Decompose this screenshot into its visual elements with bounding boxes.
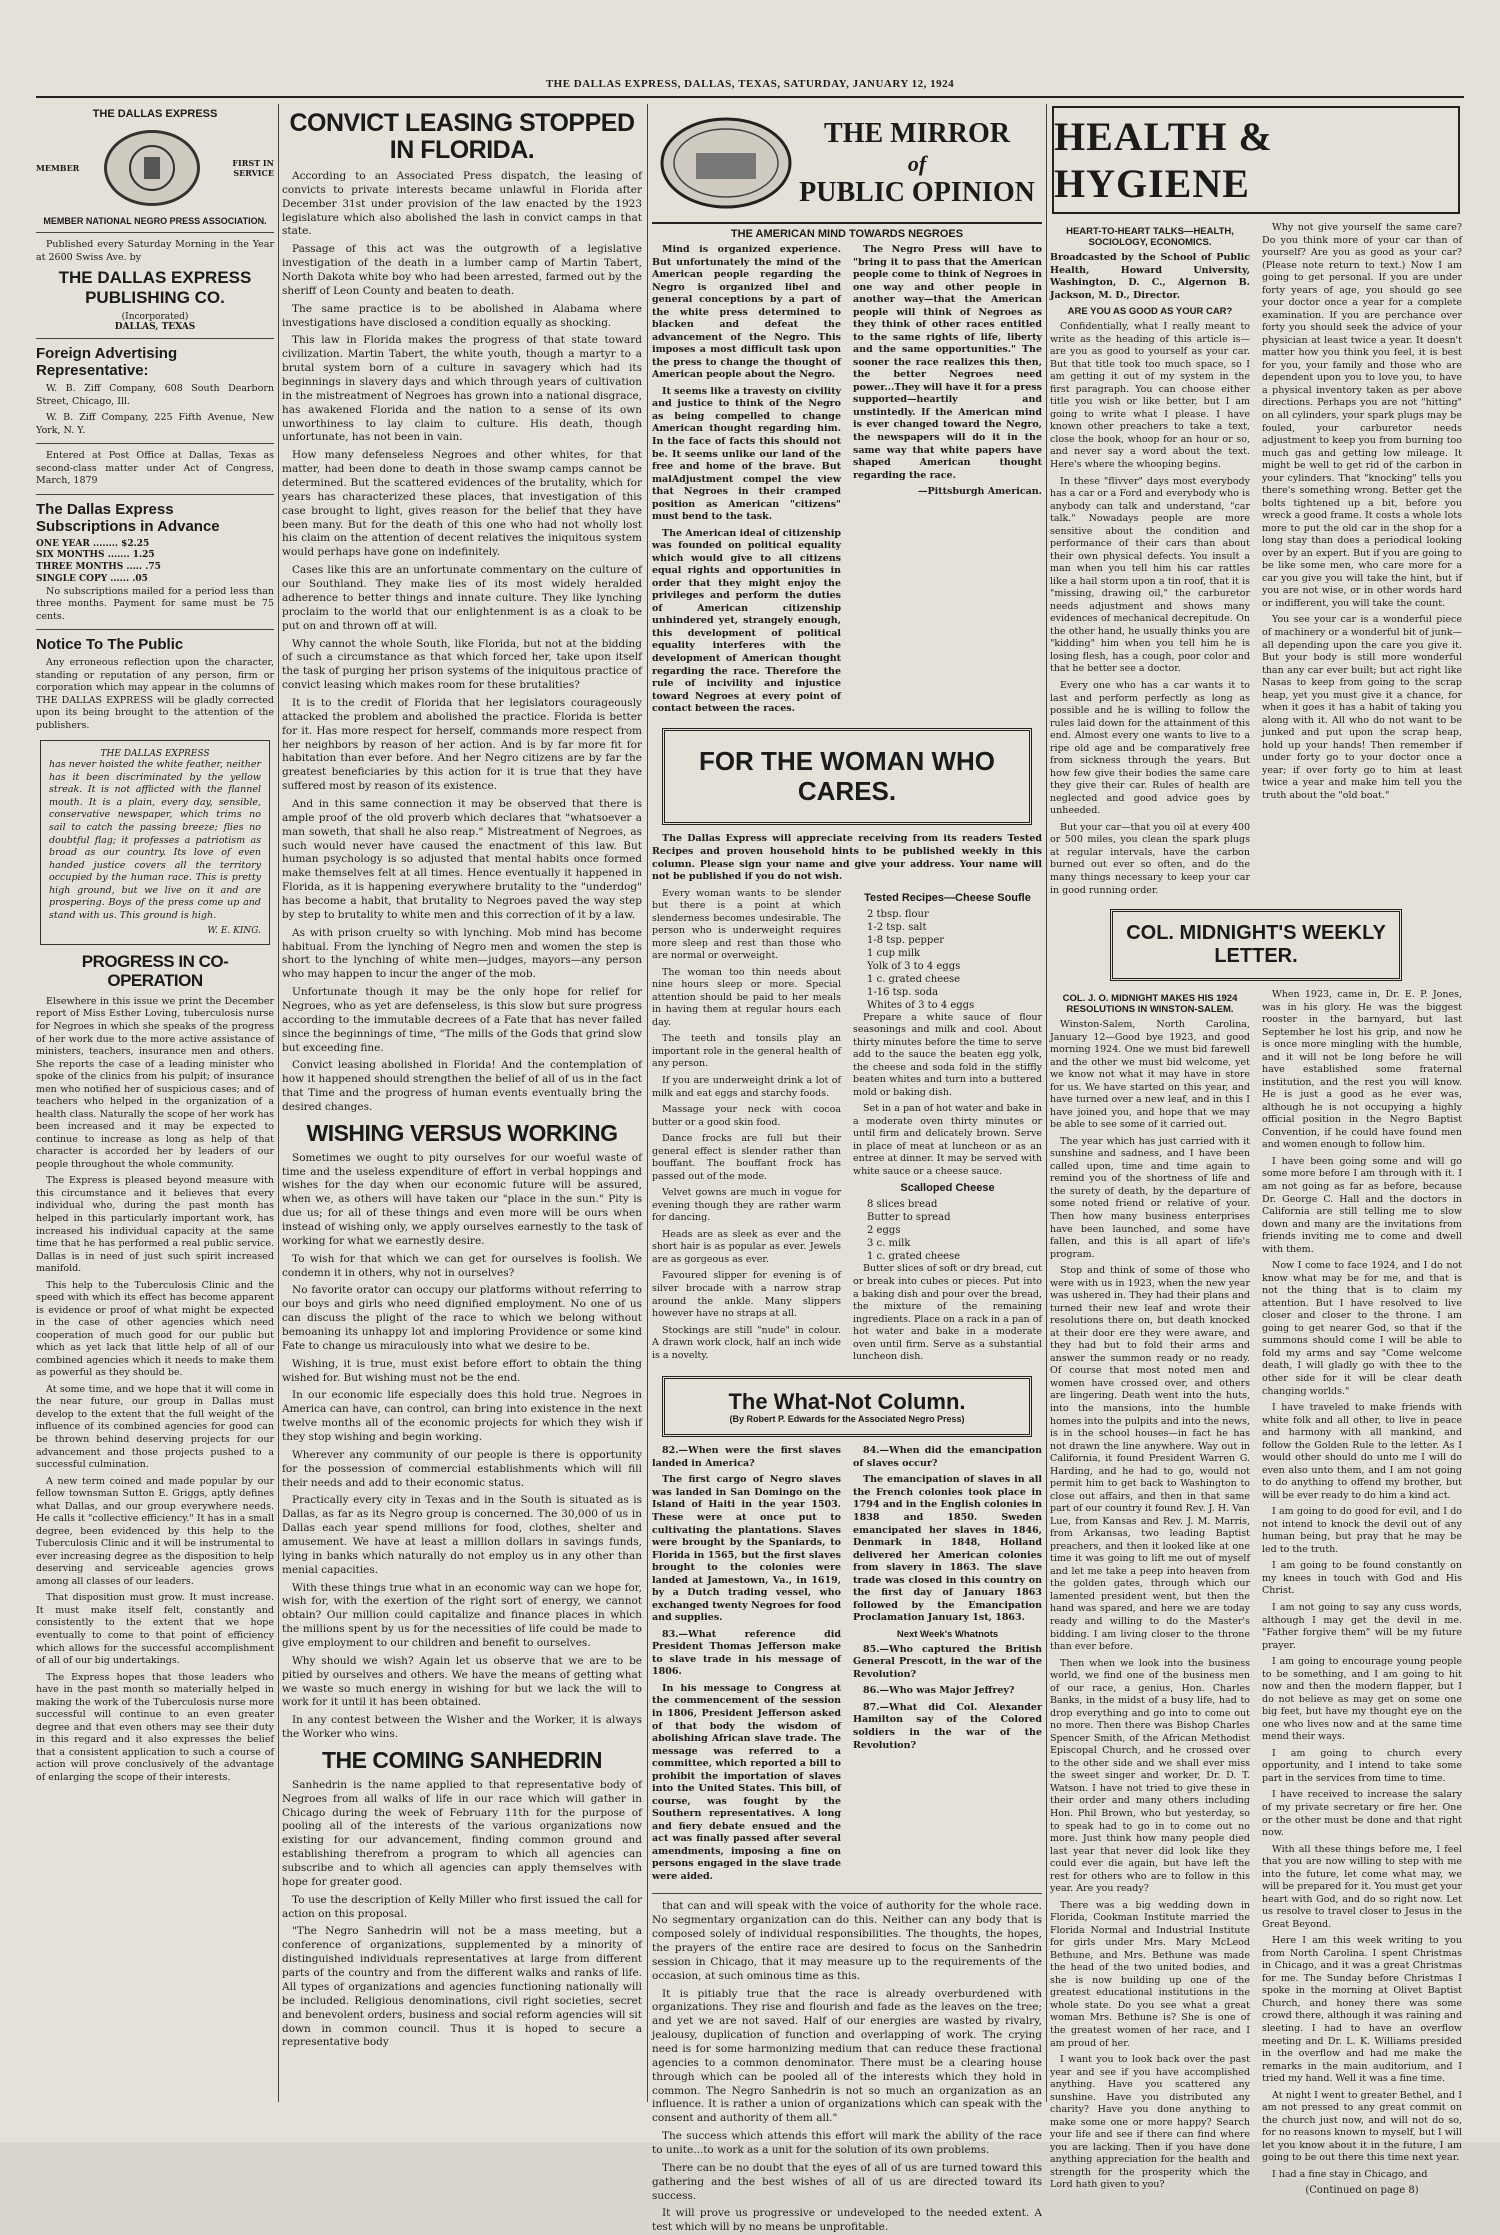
continued-note: (Continued on page 8)	[1305, 2185, 1419, 2197]
paragraph: Sometimes we ought to pity ourselves for our woeful waste of time and the useless expenditure of effort in verbal hoppings and wishes for the day when our economic future will be assured, when we, as others will have taken our "place in the sun." Pity is due us; for all of these things and even more will be ours when instead of wishing only, we apply ourselves earnestly to the task of working for what we earnestly desire.	[282, 1151, 642, 1247]
recipe-ingredient: 2 eggs	[867, 1225, 901, 1237]
paragraph: Set in a pan of hot water and bake in a moderate oven thirty minutes or until firm and delicately brown. Serve in place of meat at luncheon or as an entree at dinner. It may be served with white sauce or a cheese sauce.	[853, 1103, 1042, 1177]
paragraph: Sanhedrin is the name applied to that representative body of Negroes from all walks of life in our race which will gather in Chicago during the week of February 11th for the purpose of pooling all of the interests of the various organizations now existing for our advancement, finding common ground and establishing therefrom a program to which all agencies can subscribe and to which all agencies can apply themselves with hope for greater good.	[282, 1778, 642, 1888]
recipe-ingredient: 1-2 tsp. salt	[867, 921, 927, 933]
divider	[652, 1893, 1042, 1894]
subs-rate: THREE MONTHS ..... .75	[36, 562, 161, 573]
paragraph: The Express hopes that those leaders who have in the past month so materially helped in making the work of the Tuberculosis nurse more successful will continue to an even greater degree and that even others may see their duty in this regard and it also expresses the belief that a consistent application to such a course of action will prove conclusively of the advantage of enlarging the scope of their interests.	[36, 1671, 274, 1783]
entered-line: Entered at Post Office at Dallas, Texas as second-class matter under Act of Congress, March, 1879	[36, 450, 274, 487]
health-header	[1052, 106, 1460, 214]
incorporated: (Incorporated)	[121, 312, 189, 323]
column-rule	[278, 104, 279, 2102]
paragraph: Why not give yourself the same care? Do you think more of your car than of yourself? Are you as good as your car? (Please note return to text.) Now I am going to get personal. If you are under forty years of age, you should go see your doctor once a year for a complete examination. If you are perchance over forty you should seek the advice of your physician at least twice a year. It doesn't matter how you think you feel, it is best for you, your family and those who are dependent upon you to love you, to have a physical inventory taken as per above directions. Perhaps you are not "hitting" on all cylinders, your spark plugs may be fouled, your carburetor needs adjustment to keep you from burning too much gas and getting low mileage. It might be well to get rid of the carbon in your cylinders. That "knocking" tells you there's something wrong. Better get the bolts tightened up a bit, before you wreck a good frame. It costs a whole lots more to put the old car in the shop for a long stay than does a periodical looking over by an expert. But if you are going to be like some men, who care more for a car you give you will take the hint, but if you are not wise, or in other words hard or indifferent, you will take the count.	[1262, 222, 1462, 609]
column-rule	[1046, 104, 1047, 2102]
press-seal-icon	[104, 130, 200, 206]
health-title: HEALTH & HYGIENE	[1054, 114, 1273, 206]
paragraph: Stockings are still "nude" in colour. A drawn work clock, half an inch wide is a novelty.	[652, 1324, 841, 1361]
paragraph: It is to the credit of Florida that her legislators courageously attacked the problem and abolished the practice. Florida is better for it. Has more respect for herself, commands more respect from her neighbors by reason of her action. And is by far more fit for habitation than ever before. And her Negro citizens are by far the greatest beneficiaries by this action for it is true that they have suffered most by reason of its existence.	[282, 696, 642, 793]
column-rule	[647, 104, 648, 2102]
column-1	[36, 104, 274, 2102]
mirror-title-line: of	[907, 151, 927, 177]
whatnot-byline: (By Robert P. Edwards for the Associated Negro Press)	[729, 1414, 965, 1425]
notice-body: Any erroneous reflection upon the character, standing or reputation of any person, firm or corporation which may appear in the columns of THE DALLAS EXPRESS will be gladly corrected upon its being brought to the attention of the publishers.	[36, 657, 274, 731]
recipe-ingredient: 1 c. grated cheese	[867, 973, 961, 985]
publisher: THE DALLAS EXPRESS PUBLISHING CO.	[58, 268, 252, 308]
woman-headline: FOR THE WOMAN WHO CARES.	[662, 728, 1032, 826]
mind-headline: THE AMERICAN MIND TOWARDS NEGROES	[730, 228, 964, 240]
paragraph: It seems like a travesty on civility and justice to think of the Negro as being compelled to change American thought regarding him. In the face of facts this should not be. It seems unlike our land of the free and home of the brave. But malAdjustment compel the view that Negroes in their cramped position as American "citizens" must bend to the task.	[652, 385, 841, 523]
woman-intro: The Dallas Express will appreciate receiving from its readers Tested Recipes and proven household hints to be published weekly in this column. Please sign your name and give your address. Your name will not be published if you do not wish.	[652, 833, 1042, 883]
paragraph: Elsewhere in this issue we print the December report of Miss Esther Loving, tuberculosis nurse for Negroes in which she speaks of the progress of her work due to the more active assistance of ministers, teachers, insurance men and others. She reports the case of a leading minister who spoke of the clinics from his pulpit; of insurance men who notified her of suspicious cases; and of teachers who helped in the organization of a health class. Naturally the scope of her work has been increased and it may be expected to continue to increase as long as help of that character is accorded her by leaders of our people throughout the whole community.	[36, 995, 274, 1170]
health-question: ARE YOU AS GOOD AS YOUR CAR?	[1067, 306, 1233, 318]
paragraph: You see your car is a wonderful piece of machinery or a wonderful bit of junk—all depending upon the care you give it. But your body is still more wonderful than any car ever built; but act right like Nasas to keep from going to the scrap heap, yet you must give it a chance, for when it goes it has a habit of taking you along with it. All who do not want to be junked and put upon the scrap heap, hold up your hands! Then remember if under forty go to your doctor once a year; if over forty go to him at least twice a year and make him tell you the truth about the "old boat."	[1262, 614, 1462, 801]
paragraph: Massage your neck with cocoa butter or a good skin food.	[652, 1104, 841, 1128]
answer: In his message to Congress at the commencement of the session in 1806, President Jefferson asked of that body the wisdom of abolishing African slave trade. The message was referred to a committee, which reported a bill to prohibit the importation of slaves into the United States. This bill, of course, was fought by the Southern representatives. A long and fiery debate ensued and the act was finally passed after several amendments, imposing a fine on persons engaged in the slave trade were aided.	[652, 1682, 841, 1882]
paragraph: Unfortunate though it may be the only hope for relief for Negroes, who as yet are defenseless, is this slow but sure progress according to the immutable decrees of a Fate that has never failed since the beginnings of time, "The mills of the Gods that grind slow but exceeding fine.	[282, 986, 642, 1054]
answer: The first cargo of Negro slaves was landed in San Domingo on the Island of Haiti in the year 1503. These were at once put to cultivating the plantations. Slaves were brought by the Spaniards, to Florida in 1565, but the first slaves brought to the colonies were landed at Jamestown, Va., in 1619, by a Dutch trading vessel, who exchanged twenty Negroes for food and supplies.	[652, 1474, 841, 1624]
paragraph: A new term coined and made popular by our fellow townsman Sutton E. Griggs, aptly defines what Dallas, and our group everywhere needs. He calls it "collective efficiency." It has in a small degree, been evidenced by this help to the Tuberculosis Clinic and it will be instrumental to ever increasing degree as the disposition to help deserving and serviceable agencies grows among all classes of our leaders.	[36, 1475, 274, 1587]
paragraph: Wherever any community of our people is there is opportunity for the possession of commercial establishments which will fill their needs and add to their economic status.	[282, 1448, 642, 1489]
divider	[36, 232, 274, 233]
column-4	[1050, 104, 1462, 2197]
mind-signature: —Pittsburgh American.	[917, 486, 1042, 498]
paragraph: I am going to church every opportunity, and I intend to take some part in the services from time to time.	[1262, 1747, 1462, 1784]
paragraph: I have traveled to make friends with white folk and all other, to live in peace and harmony with all mankind, and follow the Golden Rule to the letter. As I would other should do unto me I will do even also unto them, and I am not going to do anything to offend my brother, but will be ever ready to do him a kind act.	[1262, 1402, 1462, 1501]
sanhedrin-headline: THE COMING SANHEDRIN	[321, 1747, 603, 1774]
subs-rates	[36, 539, 274, 586]
mind-article	[652, 244, 1042, 720]
recipe-ingredient: 1 cup milk	[867, 947, 921, 959]
paragraph: With all these things before me, I feel that you are now willing to step with me into the future, let come what may, we will be prepared for it. You must get your heart with God, and do so right now. Let us resolve to travel closer to Jesus in the Great Beyond.	[1262, 1843, 1462, 1930]
subs-note: No subscriptions mailed for a period less than three months. Payment for same must be 75 cents.	[36, 585, 274, 622]
paragraph: "The Negro Sanhedrin will not be a mass meeting, but a conference of organizations, supplemented by a minority of distinguished individuals representatives at large from different parts of the country and from the different walks and ranks of life. All types of organizations and agencies functioning nationally will be included. Religious denominations, civil right societies, secret and benevolent orders, business and social reform agencies will sit down in common council. Thus it is hoped to secure a representative body	[282, 1925, 642, 2049]
mirror-title	[796, 119, 1038, 207]
paragraph: I am not going to say any cuss words, although I may get the devil in me. "Father forgive them" will be my future prayer.	[1262, 1602, 1462, 1651]
paragraph: I had a fine stay in Chicago, and	[1272, 2168, 1428, 2180]
subs-head: The Dallas Express Subscriptions in Advance	[36, 500, 220, 535]
subs-rate: SIX MONTHS ....... 1.25	[36, 550, 155, 561]
paragraph: Dance frocks are full but their general effect is slender rather than bouffant. The bouffant frock has passed out of the mode.	[652, 1133, 841, 1182]
paragraph: Butter slices of soft or dry bread, cut or break into cubes or pieces. Put into a baking dish and pour over the bread, the mixture of the remaining ingredients. Place on a rack in a pan of hot water and bake in a moderate oven until firm. Serve as a substantial luncheon dish.	[853, 1263, 1042, 1363]
recipe-ingredient: 1-8 tsp. pepper	[867, 934, 945, 946]
editorial-head: THE DALLAS EXPRESS	[100, 749, 210, 760]
paragraph: At some time, and we hope that it will come in the near future, our group in Dallas must develop to the extent that the full weight of the influence of its combined agencies for good can be thrown behind deserving projects for our advancement and those projects pushed to a successful culmination.	[36, 1383, 274, 1471]
paragraph: Stop and think of some of those who were with us in 1923, when the new year was ushered in. They had their plans and turned their new leaf and wrote their resolutions there on, but death knocked at their door ere they were aware, and they had but to fold their arms and answer the summon ready or no ready. Of course that most noted men and women have crossed over, and others are lingering. Death went into the huts, into the mansions, into the humble homes into the pulpits and into the news, is in the school houses—in fact he has not drawn the line anywhere. Way out in California, it found President Warren G. Harding, and he had to go, would not permit him to get back to Washington to close out affairs, and then in that same part of our country it found Rev. J. H. Van Lue, from Kansas and Rev. J. M. Marris, from Arkansas, two leading Baptist preachers, and then it looked like at one time it was going to lift me out of myself and let me take a peep into heaven from the golden gates, through which our lamented president went, but then the hand was spared, and here we are today ready and willing to do the Master's bidding. I am living closer to the throne than ever before.	[1050, 1265, 1250, 1653]
question: 86.—Who was Major Jeffrey?	[863, 1685, 1015, 1697]
whatnot-title: The What-Not Column.	[728, 1388, 966, 1414]
column-2	[282, 104, 642, 2102]
member-line: MEMBER NATIONAL NEGRO PRESS ASSOCIATION.	[43, 216, 267, 226]
question: 83.—What reference did President Thomas Jefferson make to slave trade in his message of 1806.	[652, 1628, 841, 1678]
masthead-rule	[36, 96, 1464, 98]
paragraph: And in this same connection it may be observed that there is ample proof of the old proverb which declares that "whatsoever a man soweth, that shall he also reap." Mistreatment of Negroes, as such would never have caused the enactment of this law. But human psychology is so adjusted that mental habits once formed make themselves felt at all times. Hence eventually it happened in Florida, as it is happening everywhere brutality to the "underdog" has become a habit, that brutality to Negroes paved the way step by step to brutality to white men and this correction of it by a law.	[282, 797, 642, 921]
paragraph: To wish for that which we can get for ourselves is foolish. We condemn it in others, why not in ourselves?	[282, 1252, 642, 1279]
subs-rate: SINGLE COPY ...... .05	[36, 573, 148, 584]
paragraph: Cases like this are an unfortunate commentary on the culture of our Southland. They make lies of its most widely heralded adherence to better things and innate culture. They like lynching proclaim to the world that our enlightenment is as a cloak to be put on and thrown off at will.	[282, 564, 642, 632]
paragraph: Every one who has a car wants it to last and perform perfectly as long as possible and he is willing to follow the rules laid down for the attainment of this end. Almost every one wants to live to a ripe old age and be comparatively free from sickness through the years. But how few give their bodies the same care they give their car. Rules of health are neglected and good advice goes by unheeded.	[1050, 680, 1250, 817]
recipe-ingredient: 3 c. milk	[867, 1238, 911, 1250]
paragraph: No favorite orator can occupy our platforms without referring to our boys and girls who need dignified employment. No one of us can discuss the plight of the race to which we belong without bemoaning its unhappy lot and imploring Providence or some kind Fate to change us miraculously into what we desire to be.	[282, 1284, 642, 1352]
recipe-ingredient: 8 slices bread	[867, 1199, 938, 1211]
paragraph: I want you to look back over the past year and see if you have accomplished anything. Have you scattered any sunshine. Have you distributed any charity? Have you done anything to make some one or more happy? Search your life and see if there can find where you are lacking. Then if you have done anything appreciation for the health and strength for the prosperity which the Lord hath given to you?	[1050, 2054, 1250, 2191]
whatnot-headline	[662, 1376, 1032, 1438]
foreign-rep-2: W. B. Ziff Company, 225 Fifth Avenue, New York, N. Y.	[36, 412, 274, 436]
editorial-body: has never hoisted the white feather, neither has it been discriminated by the yellow streak. It is not afflicted with the flannel mouth. It is a plain, every day, sensible, conservative newspaper, which trims no sail to catch the passing breeze; flies no doubtful flag; it professes a patriotism as broad as our country. Its love of even handed justice covers all the territory occupied by the human race. This is pretty high ground, but we live on it and are prospering. Boys of the press come up and stand with us. This ground is high.	[49, 759, 261, 921]
published-line: Published every Saturday Morning in the Year at 2600 Swiss Ave. by	[36, 239, 274, 263]
divider	[36, 443, 274, 444]
paragraph: The woman too thin needs about nine hours sleep or more. Special attention should be paid to her meals in having them at regular hours each day.	[652, 966, 841, 1028]
recipe-ingredient: Yolk of 3 to 4 eggs	[867, 960, 961, 972]
paragraph: Favoured slipper for evening is of silver brocade with a narrow strap around the ankle. Many slippers however have no straps at all.	[652, 1270, 841, 1320]
paragraph: The teeth and tonsils play an important role in the general health of any person.	[652, 1033, 841, 1070]
question: 85.—Who captured the British General Prescott, in the war of the Revolution?	[853, 1643, 1042, 1680]
paragraph: In our economic life especially does this hold true. Negroes in America can have, can control, can bring into existence in the next twelve months all of the economic projects for which they wish if they stop wishing and begin working.	[282, 1389, 642, 1444]
question: 84.—When did the emancipation of slaves occur?	[853, 1445, 1042, 1469]
column-3	[652, 104, 1042, 2234]
divider	[36, 629, 274, 630]
editorial-box	[40, 740, 270, 945]
paragraph: Wishing, it is true, must exist before effort to obtain the thing wished for. But wishing must not be the end.	[282, 1357, 642, 1384]
paragraph: There can be no doubt that the eyes of all of us are turned toward this gathering and the best wishes of all of us are directed toward its success.	[652, 2161, 1042, 2202]
masthead: THE DALLAS EXPRESS, DALLAS, TEXAS, SATURDAY, JANUARY 12, 1924	[545, 78, 955, 90]
recipe-ingredient: Whites of 3 to 4 eggs	[867, 999, 975, 1011]
paragraph: The year which has just carried with it sunshine and sadness, and I have been called upon, time and time again to remind you of the shortness of life and the surety of death, by the departure of some noted friend or relative of your. Then how many business enterprises have been launched, and some have fallen, and this is all apart of life's program.	[1050, 1135, 1250, 1260]
notice-head: Notice To The Public	[36, 636, 184, 654]
convict-headline: CONVICT LEASING STOPPED IN FLORIDA.	[289, 109, 635, 164]
progress-headline: PROGRESS IN CO-OPERATION	[81, 952, 229, 990]
paragraph: Practically every city in Texas and in the South is situated as is Dallas, as far as its Negro group is concerned. The 30,000 of us in Dallas each year spend millions for food, clothes, shelter and amusement. We have at least a million dollars in savings funds, lying in banks which naturally do not employ us in any other than menial capacities.	[282, 1494, 642, 1576]
mirror-title-line: PUBLIC OPINION	[799, 176, 1035, 208]
paragraph: How many defenseless Negroes and other whites, for that matter, had been done to death in those swamp camps cannot be determined. But the scattered evidences of the brutality, which for years has characterized these places, that investigation of this case brought to light, gives reason for the belief that they have been many. But for the death of this one who had not wholly lost his claim on the attention of decent relatives the iniquitous system would perhaps have gone on indefinitely.	[282, 449, 642, 559]
paragraph: that can and will speak with the voice of authority for the whole race. No segmentary organization can do this. Neither can any body that is composed solely of individual responsibilities. The thoughts, the hopes, the prayers of the entire race are desired to focus on the Sanhedrin session in Chicago, that it may measure up to the requirements of the occasion, at such ominous time as this.	[652, 1900, 1042, 1982]
whatnot-next: Next Week's Whatnots	[896, 1628, 999, 1640]
answer: The emancipation of slaves in all the French colonies took place in 1794 and in the English colonies in 1838 and 1850. Sweden emancipated her slaves in 1846, Denmark in 1848, Holland delivered her American colonies from slavery in 1863. The slave trade was closed in this country on the first day of January 1863 followed by the Emancipation Proclamation January 1st, 1863.	[853, 1474, 1042, 1624]
paragraph: In any contest between the Wisher and the Worker, it is always the Worker who wins.	[282, 1714, 642, 1741]
mirror-illustration-icon	[656, 113, 796, 213]
paragraph: The American ideal of citizenship was founded on political equality which would give to all citizens equal rights and opportunities in order that they might enjoy the privileges and perform the duties of American citizenship unhindered yet, strangely enough, this development of political equality interferes with the development of American thought regarding the race. Therefore the rule of incivility and injustice toward Negroes at every point of contact between the races.	[652, 527, 841, 715]
recipe-ingredients	[853, 908, 1042, 1012]
paragraph: Why should we wish? Again let us observe that we are to be pitied by ourselves and others. We have the means of getting what we waste so much energy in wishing for but we lack the will to work for it until it has been obtained.	[282, 1654, 642, 1709]
paragraph: It is pitiably true that the race is already overburdened with organizations. They rise and flourish and fade as the leaves on the tree; and yet we are not saved. Half of our energies are wasted by rivalry, jealousy, duplication of function and overlapping of work. The crying need is for some harmonizing medium that can reduce these fractional agencies to a common denominator. There must be a clearing house through which can be pooled all of the interests which they hold in common. The Negro Sanhedrin is not so much an organization as an influence. It is rather a union of organizations which can speak with the consent and authority of them all."	[652, 1987, 1042, 2125]
paragraph: Mind is organized experience. But unfortunately the mind of the American people regarding the Negro is organized libel and general conceptions by a part of the white press determined to blacken and defeat the advancement of the Negro. This imposes a most difficult task upon the press to change the thought of American people about the Negro.	[652, 244, 841, 381]
wishing-headline: WISHING VERSUS WORKING	[306, 1119, 618, 1146]
paragraph: The same practice is to be abolished in Alabama where investigations have disclosed a condition equally as shocking.	[282, 302, 642, 329]
midnight-article	[1050, 989, 1462, 2196]
paragraph: Passage of this act was the outgrowth of a legislative investigation of the death in a lumber camp of Martin Tabert, North Dakota white boy who had been arrested, farmed out by the sheriff of Leon County and beaten to death.	[282, 243, 642, 297]
editorial-signature: W. E. KING.	[207, 926, 261, 937]
paragraph: There was a big wedding down in Florida, Cookman Institute married the Florida Normal and Industrial Institute for girls under Mrs. Mary McLeod Bethune, and Mrs. Bethune was made the head of the two united bodies, and she is now building up one of the greatest educational institutions in the whole state. Do you see what a great woman Mrs. Bethune is? She is one of the greatest women of her race, and I am proud of her.	[1050, 1899, 1250, 2049]
divider	[36, 494, 274, 495]
scalloped-head: Scalloped Cheese	[900, 1182, 995, 1195]
paragraph: I have been going some and will go some more before I am through with it. I am not going as far as before, because Dr. George C. Hall and the doctors in California are still telling me to slow down and many are the invitations from friends inviting me to come and dwell with them.	[1262, 1155, 1462, 1255]
paragraph: If you are underweight drink a lot of milk and eat eggs and starchy foods.	[652, 1075, 841, 1099]
paragraph: Why cannot the whole South, like Florida, but not at the bidding of such a circumstance as that which forced her, take upon itself the task of purging her prison systems of the iniquitous practice of convict leasing which makes room for these brutalities?	[282, 637, 642, 692]
paragraph: Winston-Salem, North Carolina, January 12—Good bye 1923, and good morning 1924. One we must bid farewell and the other we must bid welcome, yet we know not what it may have in store for us. We have started on this year, and have turned over a new leaf, and in this I have joined you, and hope that we may be able to see some of it carried out.	[1050, 1019, 1250, 1131]
divider	[36, 338, 274, 339]
paragraph: As with prison cruelty so with lynching. Mob mind has become habitual. From the lynching of Negro men and women the step is short to the lynching of white men—judges, mayors—any person who may happen to incur the anger of the mob.	[282, 926, 642, 981]
press-seal-row	[36, 124, 274, 212]
paragraph: With these things true what in an economic way can we hope for, wish for, with the exertion of the right sort of energy, we cannot obtain? Our million could capitalize and finance places in which the millions spent by us for the necessities of life could be made to give employment to our children and benefit to ourselves.	[282, 1581, 642, 1650]
recipe-ingredient: 1 c. grated cheese	[867, 1251, 961, 1263]
midnight-subhead: COL. J. O. MIDNIGHT MAKES HIS 1924 RESOLUTIONS IN WINSTON-SALEM.	[1062, 993, 1238, 1016]
paragraph: The success which attends this effort will mark the ability of the race to unite...to work as a unit for the solution of its own problems.	[652, 2130, 1042, 2157]
paragraph: I have received to increase the salary of my private secretary or fire her. One or the other must be done and that right now.	[1262, 1789, 1462, 1839]
midnight-headline: COL. MIDNIGHT'S WEEKLY LETTER.	[1110, 909, 1402, 981]
recipe-ingredient: 1-16 tsp. soda	[867, 986, 939, 998]
paragraph: According to an Associated Press dispatch, the leasing of convicts to private interests became unlawful in Florida after December 31st under provision of the law enacted by the 1923 legislature which also abolished the lash in convict camps in that state.	[282, 170, 642, 238]
paragraph: In these "flivver" days most everybody has a car or a Ford and everybody who is anybody can talk and understand, "car talk." Nowadays people are more sensitive about the condition and performance of their cars than about their own physical defects. You insult a man when you tell him his car rattles like a hail storm upon a tin roof, that it is "missing, drawing oil," the carburetor needs adjustment and shows many evidences of mechanical decrepitude. On the other hand, he usually thinks you are "kidding" him when you tell him he is losing flesh, has a cough, poor color and that he better see a doctor.	[1050, 475, 1250, 675]
paragraph: That disposition must grow. It must increase. It must make itself felt, constantly and consistently to the extent that we hope eventually to come to that point of efficiency which allows for the successful accomplishment of all of our big undertakings.	[36, 1592, 274, 1667]
foreign-rep-1: W. B. Ziff Company, 608 South Dearborn Street, Chicago, Ill.	[36, 383, 274, 407]
paragraph: When 1923, came in, Dr. E. P. Jones, was in his glory. He was the biggest rooster in the barnyard, but last September he lost his grip, and now he is once more mingling with the humble, and it will not be long before he will have established some fraternal institution, and the rest you will know. He is just a good as he ever was, although he is not occupying a highly official position in the Negro Baptist Convention, if he could have found men and women enough to follow him.	[1262, 989, 1462, 1151]
recipe-ingredient: 2 tbsp. flour	[867, 908, 929, 920]
paragraph: Now I come to face 1924, and I do not know what may be for me, and that is not the thing that is to claim my attention. But I have resolved to live closer and closer to the throne. I am going to get nearer God, so that if the summons should come I will be able to fold my arms and say "Come welcome death, I will gladly go with thee to the other side for it will be clear death changing worlds."	[1262, 1260, 1462, 1397]
recipe-ingredient: Butter to spread	[867, 1212, 951, 1224]
woman-article	[652, 888, 1042, 1368]
paragraph: Every woman wants to be slender but there is a point at which slenderness becomes undesirable. The person who is underweight requires more sleep and rest than those who are normal or overweight.	[652, 887, 841, 962]
health-subhead: HEART-TO-HEART TALKS—HEALTH, SOCIOLOGY, ECONOMICS.	[1066, 226, 1234, 248]
question: 82.—When were the first slaves landed in America?	[652, 1445, 841, 1469]
paragraph: The Negro Press will have to "bring it to pass that the American people come to think of Negroes in one way and other people in another way—that the American people will think of Negroes as they think of other races entitled to the same rights of life, liberty and the same opportunities." The sooner the race realizes this then, the better Negroes need power...They will have it for a press supported—heartily and unstintedly. If the American mind is ever changed toward the Negro, the newspapers will do it in the same way that white papers have shaped American thought regarding the race.	[853, 244, 1042, 481]
recipe-head: Tested Recipes—Cheese Soufle	[864, 891, 1031, 904]
paragraph: To use the description of Kelly Miller who first issued the call for action on this proposal.	[282, 1893, 642, 1920]
paragraph: Prepare a white sauce of flour seasonings and milk and cool. About thirty minutes before the time to serve add to the sauce the beaten egg yolk, the cheese and soda fold in the stiffly beaten whites and turn into a buttered mold or baking dish.	[853, 1011, 1042, 1098]
paper-name: THE DALLAS EXPRESS	[92, 108, 218, 120]
paragraph: It will prove us progressive or undeveloped to the needed extent. A test which will by no means be unprofitable.	[652, 2207, 1042, 2234]
paragraph: Velvet gowns are much in vogue for evening though they are rather warm for dancing.	[652, 1187, 841, 1224]
paragraph: This law in Florida makes the progress of that state toward civilization. Martin Tabert, the white youth, though a martyr to a brutal system born of a culture in savagery which had its beginnings in slavery days and which through years of cultivation in the mistreatment of Negroes has grown into a national disgrace, has awakened Florida and the nation to a sense of its own unworthiness to lay claim to culture. His death, though unfortunate, has not been in vain.	[282, 334, 642, 444]
paragraph: I am going to be found constantly on my knees in touch with God and His Christ.	[1262, 1560, 1462, 1597]
whatnot-article	[652, 1445, 1042, 1887]
seal-left-label: MEMBER	[36, 163, 80, 173]
paragraph: Then when we look into the business world, we find one of the business men of our race, a genius, Hon. Charles Banks, in the midst of a busy life, had to drop everything and go into to come out no more. Then there was Bishop Charles Spencer Smith, of the African Methodist Episcopal Church, and he crossed over to the other side and we shall ever miss the sweet singer and worker, Dr. D. T. Watson. I have not tried to give these in their order and many others including Hon. Phil Brown, who but yesterday, so to speak had to go in to come out no more. Just think how many people died last year that never did look like they could ever die again, but have left the rest for others who are to follow in this year. Are you ready?	[1050, 1657, 1250, 1895]
mirror-header	[652, 104, 1042, 224]
paragraph: This help to the Tuberculosis Clinic and the speed with which its effect has become apparent is evidence or proof of what might be expected in the case of other agencies which need cooperation of much good for our public but which as yet lack that little help of all of our combined agencies which it needs to make them as powerful as they should be.	[36, 1279, 274, 1379]
city: DALLAS, TEXAS	[114, 322, 196, 333]
seal-right-label: FIRST IN SERVICE	[232, 158, 274, 178]
paragraph: Confidentially, what I really meant to write as the heading of this article is—are you as good to yourself as your car. But that title took too much space, so I am getting it out of my system in the first paragraph. You can choose either title you wish or like better, but I am going to write what I please. I have known other preachers to take a text, close the book, whoop for an hour or so, and never say a word about the text. Here's where the whooping begins.	[1050, 321, 1250, 470]
paragraph: Here I am this week writing to you from North Carolina. I spent Christmas in Chicago, and it was a great Christmas for me. The Sunday before Christmas I spoke in the morning at Olivet Baptist Church, and honey there was some crowd there, although it was raining and sleeting. I had to have an overflow meeting and Dr. L. K. Williams presided in the overflow and had me make the remarks in the main auditorium, and I tried my hand. Well it was a fine time.	[1262, 1935, 1462, 2085]
mirror-title-line: THE MIRROR	[824, 117, 1010, 149]
paragraph: At night I went to greater Bethel, and I am not pressed to any great commit on the church just now, and will not do so, for no reasons known to myself, but I will let you know about it in the future, I am going to be out there this time next year.	[1262, 2089, 1462, 2164]
paragraph: I am going to do good for evil, and I do not intend to knock the devil out of any human being, but pray that he may be led to the truth.	[1262, 1506, 1462, 1555]
question: 87.—What did Col. Alexander Hamilton say of the Colored soldiers in the war of the Revolution?	[853, 1701, 1042, 1751]
scalloped-ingredients	[853, 1198, 1042, 1263]
paragraph: I am going to encourage young people to be something, and I am going to hit now and then the modern flapper, but I do not believe as may get on some one big feet, but have my thought eye on the one who lives now and at the same time mend their ways.	[1262, 1656, 1462, 1743]
paragraph: The Express is pleased beyond measure with this circumstance and it believes that every individual who, during the past month has helped in this particularly important work, has increased his individual capacity at the same time that he has performed a real public service. Dallas is in need of just such spirit increased manifold.	[36, 1175, 274, 1275]
paragraph: But your car—that you oil at every 400 or 500 miles, you clean the spark plugs at regular intervals, have the carbon burned out ever so often, and do the many things necessary to keep your car in good running order.	[1050, 821, 1250, 896]
subs-rate: ONE YEAR ........ $2.25	[36, 538, 150, 549]
paragraph: Convict leasing abolished in Florida! And the contemplation of how it happened should strengthen the belief of all of us in the fact that Time and the progress of human events eventually bring the desired changes.	[282, 1059, 642, 1113]
health-article	[1050, 222, 1462, 901]
foreign-head: Foreign Advertising Representative:	[36, 345, 178, 380]
health-broadcast: Broadcasted by the School of Public Health, Howard University, Washington, D. C., Algernon B. Jackson, M. D., Director.	[1050, 252, 1250, 301]
paragraph: Heads are as sleek as ever and the short hair is as popular as ever. Jewels are as gorgeous as ever.	[652, 1228, 841, 1265]
